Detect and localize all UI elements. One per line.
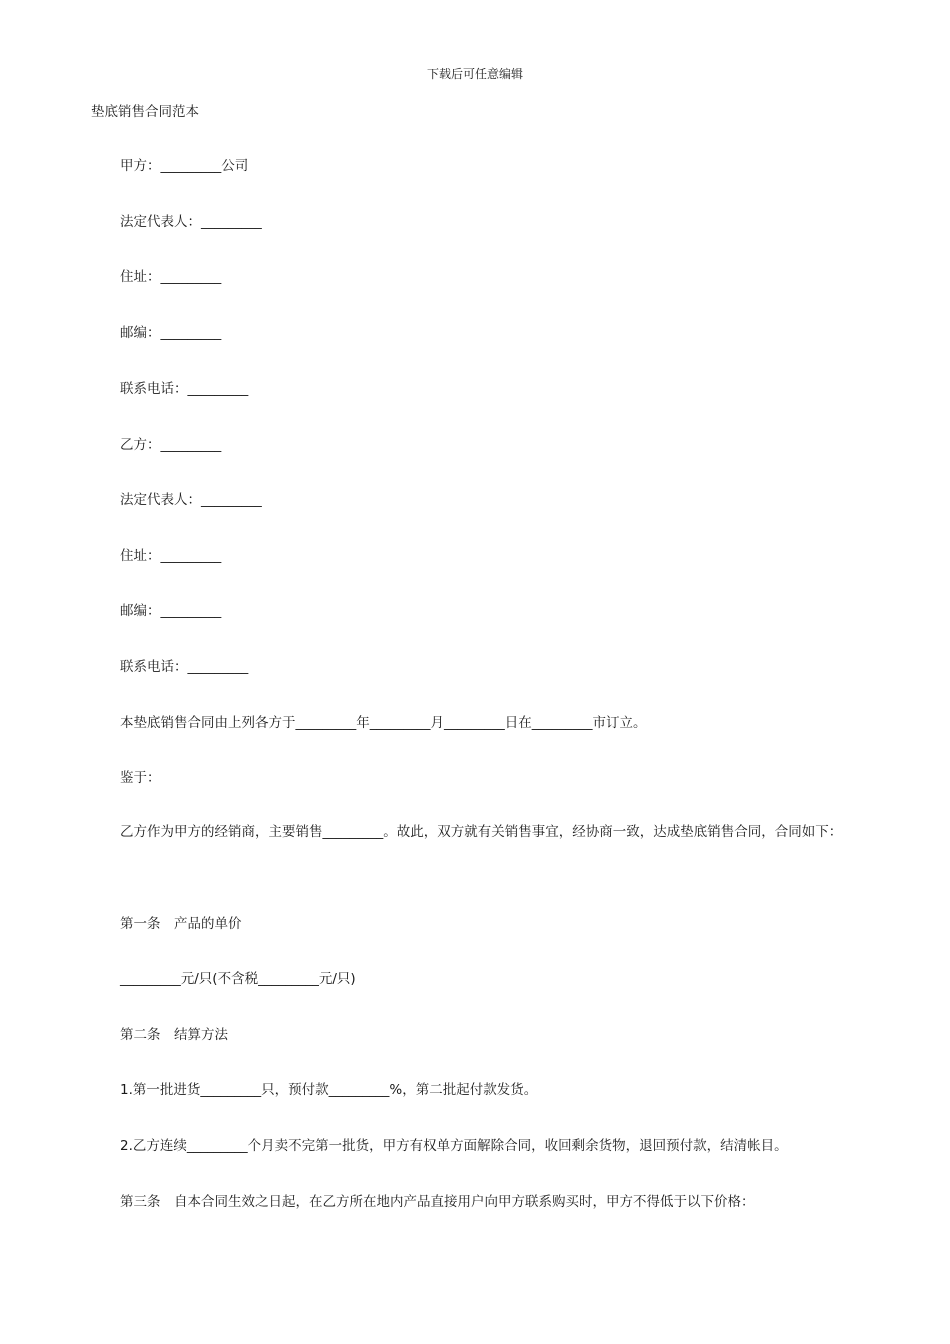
party-a-legal-rep: 法定代表人：_________: [120, 214, 262, 230]
signing-statement: 本垫底销售合同由上列各方于_________年_________月_________日在_________市订立。: [120, 715, 647, 731]
clause-1-price: _________元/只(不含税_________元/只): [120, 971, 356, 987]
clause-1-heading: 第一条 产品的单价: [120, 916, 242, 932]
party-b-phone: 联系电话：_________: [120, 659, 249, 675]
party-a-phone: 联系电话：_________: [120, 381, 249, 397]
document-title: 垫底销售合同范本: [91, 104, 199, 120]
clause-3: 第三条 自本合同生效之日起，在乙方所在地内产品直接用户向甲方联系购买时，甲方不得低于以下价格：: [120, 1194, 755, 1210]
party-a-postcode: 邮编：_________: [120, 325, 222, 341]
clause-2-item-2: 2.乙方连续_________个月卖不完第一批货，甲方有权单方面解除合同，收回剩余货物，退回预付款，结清帐目。: [120, 1138, 788, 1154]
party-b-address: 住址：_________: [120, 548, 222, 564]
party-a-company: 甲方：_________公司: [120, 158, 249, 174]
header-note: 下载后可任意编辑: [426, 67, 523, 81]
party-b-legal-rep: 法定代表人：_________: [120, 492, 262, 508]
clause-2-heading: 第二条 结算方法: [120, 1027, 228, 1043]
party-b-postcode: 邮编：_________: [120, 603, 222, 619]
clause-2-item-1: 1.第一批进货_________只，预付款_________%，第二批起付款发货。: [120, 1082, 538, 1098]
party-b: 乙方：_________: [120, 437, 222, 453]
intro-paragraph: 乙方作为甲方的经销商，主要销售_________。故此，双方就有关销售事宜，经协商一致，达成垫底销售合同，合同如下：: [120, 824, 843, 840]
whereas-label: 鉴于：: [120, 770, 161, 786]
party-a-address: 住址：_________: [120, 269, 222, 285]
